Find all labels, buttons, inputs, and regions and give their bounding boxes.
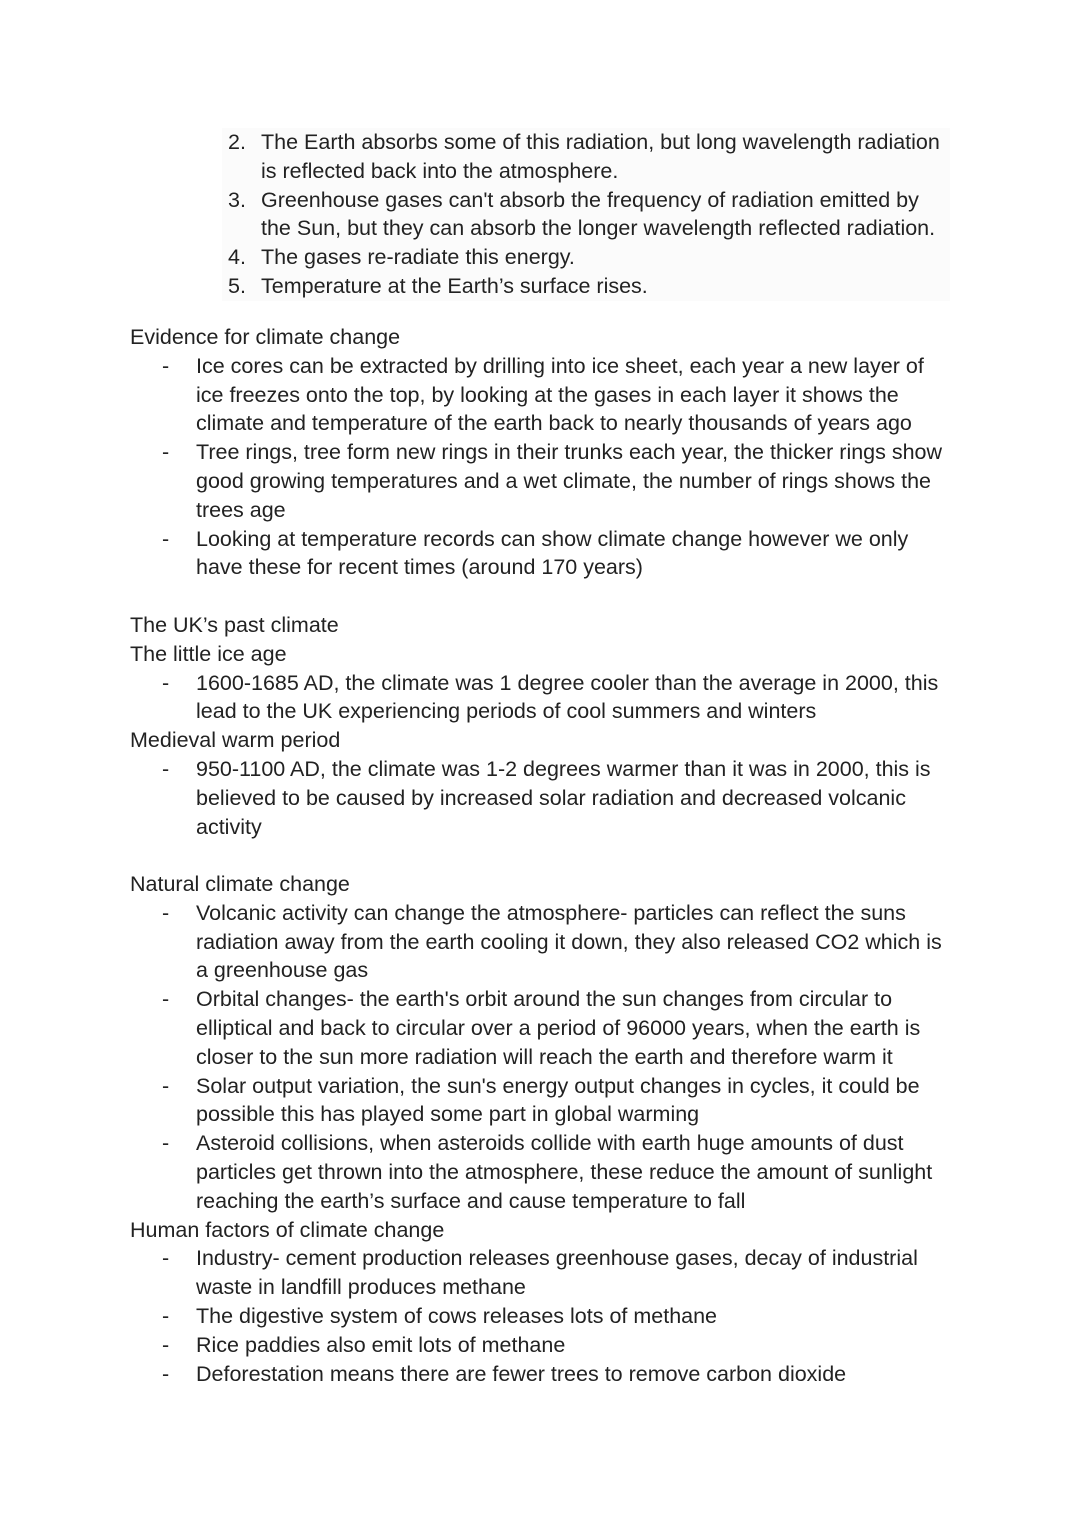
bullet-dash: - xyxy=(162,1073,170,1098)
bullet-text: Rice paddies also emit lots of methane xyxy=(196,1332,566,1357)
bullet-dash: - xyxy=(162,900,170,925)
bullet-dash: - xyxy=(162,1332,170,1357)
bullet-item xyxy=(130,438,960,524)
list-text: Greenhouse gases can't absorb the frequency of radiation emitted by the Sun, but they can absorb the longer wavelength reflected radiation. xyxy=(261,187,936,241)
bullet-dash: - xyxy=(162,440,170,465)
bullet-dash: - xyxy=(162,1246,170,1271)
bullet-dash: - xyxy=(162,353,170,378)
section-heading: Natural climate change xyxy=(130,872,350,896)
bullet-text: Asteroid collisions, when asteroids collide with earth huge amounts of dust particles get thrown into the atmosphere, these reduce the amount of sunlight reaching the earth’s surface and cause temperature to fall xyxy=(196,1131,933,1213)
bullet-item xyxy=(130,352,960,438)
bullet-text: Volcanic activity can change the atmosphere- particles can reflect the suns radiation away from the earth cooling it down, they also released CO2 which is a greenhouse gas xyxy=(196,900,942,983)
numbered-list xyxy=(222,128,950,301)
bullet-text: Deforestation means there are fewer trees to remove carbon dioxide xyxy=(196,1361,847,1386)
bullet-item xyxy=(130,985,960,1071)
subsection-heading: The little ice age xyxy=(130,641,287,666)
evidence-section xyxy=(130,323,960,582)
section-heading: The UK’s past climate xyxy=(130,613,339,637)
bullet-item xyxy=(130,1360,960,1389)
bullet-text: 950-1100 AD, the climate was 1-2 degrees warmer than it was in 2000, this is believed to be caused by increased solar radiation and decreased volcanic activity xyxy=(196,756,931,839)
section-heading: Human factors of climate change xyxy=(130,1217,445,1242)
list-number: 2. xyxy=(228,130,246,154)
list-text: The gases re-radiate this energy. xyxy=(261,245,575,270)
bullet-dash: - xyxy=(162,1361,170,1386)
bullet-item xyxy=(130,899,960,985)
bullet-dash: - xyxy=(162,526,170,551)
bullet-item xyxy=(130,755,960,841)
bullet-item xyxy=(130,525,960,583)
subsection-heading: Medieval warm period xyxy=(130,728,341,753)
list-item xyxy=(222,128,950,186)
bullet-text: The digestive system of cows releases lots of methane xyxy=(196,1303,718,1328)
list-text: The Earth absorbs some of this radiation, but long wavelength radiation is reflected back into the atmosphere. xyxy=(261,130,940,183)
bullet-text: Solar output variation, the sun's energy output changes in cycles, it could be possible this has played some part in global warming xyxy=(196,1073,920,1127)
list-number: 5. xyxy=(228,273,246,298)
bullet-item xyxy=(130,1129,960,1215)
bullet-dash: - xyxy=(162,987,170,1012)
bullet-item xyxy=(130,1331,960,1360)
section-heading: Evidence for climate change xyxy=(130,325,401,349)
uk-past-section xyxy=(130,611,960,841)
list-number: 4. xyxy=(228,245,246,270)
bullet-text: Orbital changes- the earth's orbit around the sun changes from circular to elliptical and back to circular over a period of 96000 years, when the earth is closer to the sun more radiation will reach the earth and therefore warm it xyxy=(196,987,921,1069)
bullet-text: Industry- cement production releases greenhouse gases, decay of industrial waste in landfill produces methane xyxy=(196,1246,918,1300)
bullet-item xyxy=(130,1302,960,1331)
bullet-text: Ice cores can be extracted by drilling into ice sheet, each year a new layer of ice freezes onto the top, by looking at the gases in each layer it shows the climate and temperature of the earth back to nearly thousands of years ago xyxy=(196,353,924,436)
bullet-item xyxy=(130,1244,960,1302)
list-text: Temperature at the Earth’s surface rises. xyxy=(261,273,648,298)
list-item xyxy=(222,186,950,244)
bullet-dash: - xyxy=(162,670,170,695)
bullet-text: Tree rings, tree form new rings in their trunks each year, the thicker rings show good growing temperatures and a wet climate, the number of rings shows the trees age xyxy=(196,440,943,522)
bullet-dash: - xyxy=(162,1303,170,1328)
list-item xyxy=(222,243,950,272)
list-number: 3. xyxy=(228,187,246,212)
list-item xyxy=(222,272,950,301)
bullet-item xyxy=(130,1072,960,1130)
bullet-dash: - xyxy=(162,1131,170,1156)
bullet-item xyxy=(130,669,960,727)
bullet-dash: - xyxy=(162,756,170,781)
bullet-text: Looking at temperature records can show climate change however we only have these for recent times (around 170 years) xyxy=(196,526,909,580)
natural-section xyxy=(130,870,960,1388)
bullet-text: 1600-1685 AD, the climate was 1 degree cooler than the average in 2000, this lead to the UK experiencing periods of cool summers and winters xyxy=(196,670,939,724)
